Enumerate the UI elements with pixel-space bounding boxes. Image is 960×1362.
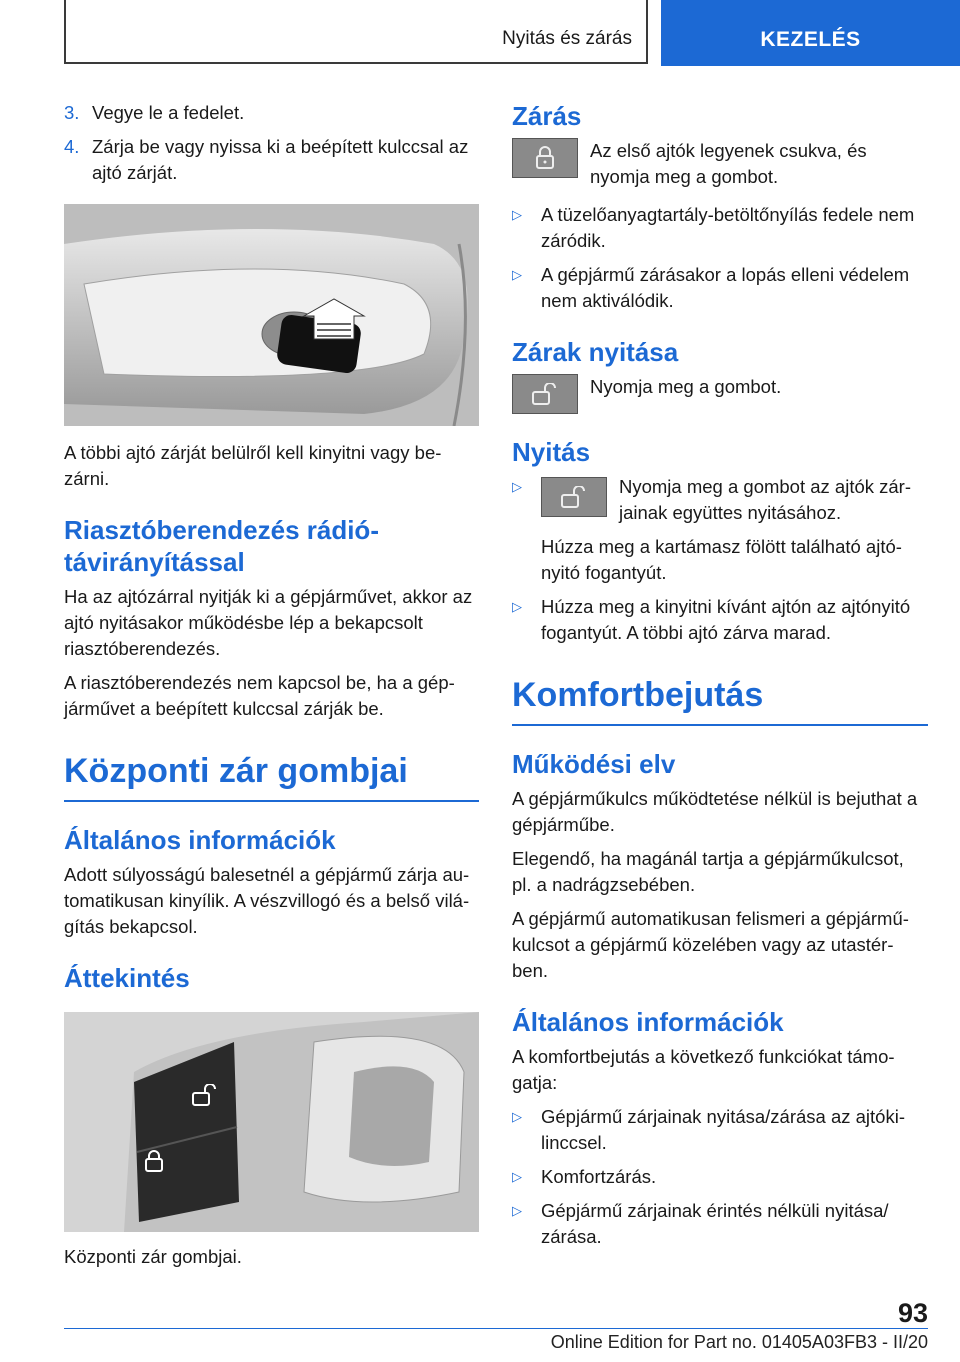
door-lock-illustration <box>64 204 479 426</box>
comfort-access-heading: Komfortbejutás <box>512 674 928 726</box>
triangle-bullet-icon: ▷ <box>512 1169 522 1184</box>
open-bullet <box>512 474 928 526</box>
general-info-paragraph: Adott súlyosságú balesetnél a gépjármű zárja au-tomatikusan kinyílik. A vészvillogó és a belső vilá-gítás bekapcsol. <box>64 864 470 937</box>
overview-caption: Központi zár gombjai. <box>64 1246 242 1267</box>
triangle-bullet-icon: ▷ <box>512 1109 522 1124</box>
lock-button-block <box>512 138 928 190</box>
bullet-text: Gépjármű zárjainak érintés nélküli nyitása/ zárása. <box>541 1200 889 1247</box>
general-info-2-heading: Általános információk <box>512 1007 784 1037</box>
bullet-text: Nyomja meg a gombot az ajtók zár-jainak együttes nyitásához. <box>619 476 912 523</box>
open-bullet <box>512 594 928 646</box>
padlock-open-icon <box>512 374 578 414</box>
central-lock-heading: Központi zár gombjai <box>64 750 479 802</box>
central-lock-illustration <box>64 1012 479 1232</box>
right-column <box>512 100 928 1258</box>
bullet-text: Húzza meg a kinyitni kívánt ajtón az ajtónyitó fogantyút. A többi ajtó zárva marad. <box>541 596 911 643</box>
open-sub-paragraph: Húzza meg a kartámasz fölött található ajtó-nyitó fogantyút. <box>541 536 902 583</box>
page-number: 93 <box>897 1298 928 1328</box>
header-section-title: Nyitás és zárás <box>502 28 632 49</box>
triangle-bullet-icon: ▷ <box>512 599 522 614</box>
step-number: 3. <box>64 102 80 123</box>
triangle-bullet-icon: ▷ <box>512 479 522 494</box>
unlock-heading: Zárak nyitása <box>512 337 679 367</box>
comfort-bullet <box>512 1104 928 1156</box>
step-text: Zárja be vagy nyissa ki a beépített kulccsal az ajtó zárját. <box>92 136 469 183</box>
unlock-button-block <box>512 374 928 414</box>
unlock-button-icon <box>192 1084 218 1112</box>
header-frame <box>64 0 648 64</box>
comfort-bullet <box>512 1164 928 1190</box>
general-info-heading: Általános információk <box>64 825 336 855</box>
doors-paragraph: A többi ajtó zárját belülről kell kinyitni vagy be-zárni. <box>64 442 442 489</box>
bullet-text: Komfortzárás. <box>541 1166 657 1187</box>
principle-heading: Működési elv <box>512 749 676 779</box>
left-column <box>64 100 479 1278</box>
step-number: 4. <box>64 136 80 157</box>
open-heading: Nyitás <box>512 437 591 467</box>
header-chapter-tab: KEZELÉS <box>661 0 960 66</box>
door-lock-photo <box>64 204 479 426</box>
triangle-bullet-icon: ▷ <box>512 267 522 282</box>
lock-heading: Zárás <box>512 101 582 131</box>
footer-edition: Online Edition for Part no. 01405A03FB3 - II/20 <box>550 1332 928 1352</box>
lock-bullet <box>512 202 928 254</box>
footer-divider <box>64 1328 928 1329</box>
remote-heading: Riasztóberendezés rádió-távirányítással <box>64 515 379 577</box>
bullet-text: Gépjármű zárjainak nyitása/zárása az ajtóki-linccsel. <box>541 1106 905 1153</box>
lock-bullet <box>512 262 928 314</box>
step-item <box>64 100 479 126</box>
lock-button-icon <box>144 1150 166 1177</box>
overview-heading: Áttekintés <box>64 963 190 993</box>
lock-instruction: Az első ajtók legyenek csukva, és nyomja meg a gombot. <box>590 140 867 187</box>
triangle-bullet-icon: ▷ <box>512 1203 522 1218</box>
central-lock-buttons-photo <box>64 1012 479 1232</box>
remote-paragraph-2: A riasztóberendezés nem kapcsol be, ha a gép-járművet a beépített kulccsal zárják be. <box>64 672 455 719</box>
bullet-text: A gépjármű zárásakor a lopás elleni védelem nem aktiválódik. <box>541 264 910 311</box>
step-text: Vegye le a fedelet. <box>92 102 245 123</box>
principle-paragraph-1: A gépjárműkulcs működtetése nélkül is bejuthat a gépjárműbe. <box>512 788 918 835</box>
step-item <box>64 134 479 186</box>
principle-paragraph-3: A gépjármű automatikusan felismeri a gépjármű-kulcsot a gépjármű közelében vagy az utastér-ben. <box>512 908 909 981</box>
principle-paragraph-2: Elegendő, ha magánál tartja a gépjárműkulcsot, pl. a nadrágzsebében. <box>512 848 904 895</box>
padlock-closed-icon <box>512 138 578 178</box>
comfort-bullet <box>512 1198 928 1250</box>
triangle-bullet-icon: ▷ <box>512 207 522 222</box>
remote-paragraph-1: Ha az ajtózárral nyitják ki a gépjárművet, akkor az ajtó nyitásakor működésbe lép a bekapcsolt riasztóberendezés. <box>64 586 473 659</box>
padlock-open-icon <box>541 477 607 517</box>
bullet-text: A tüzelőanyagtartály-betöltőnyílás fedele nem záródik. <box>541 204 915 251</box>
unlock-instruction: Nyomja meg a gombot. <box>590 376 782 397</box>
general-info-2-paragraph: A komfortbejutás a következő funkciókat támo-gatja: <box>512 1046 895 1093</box>
